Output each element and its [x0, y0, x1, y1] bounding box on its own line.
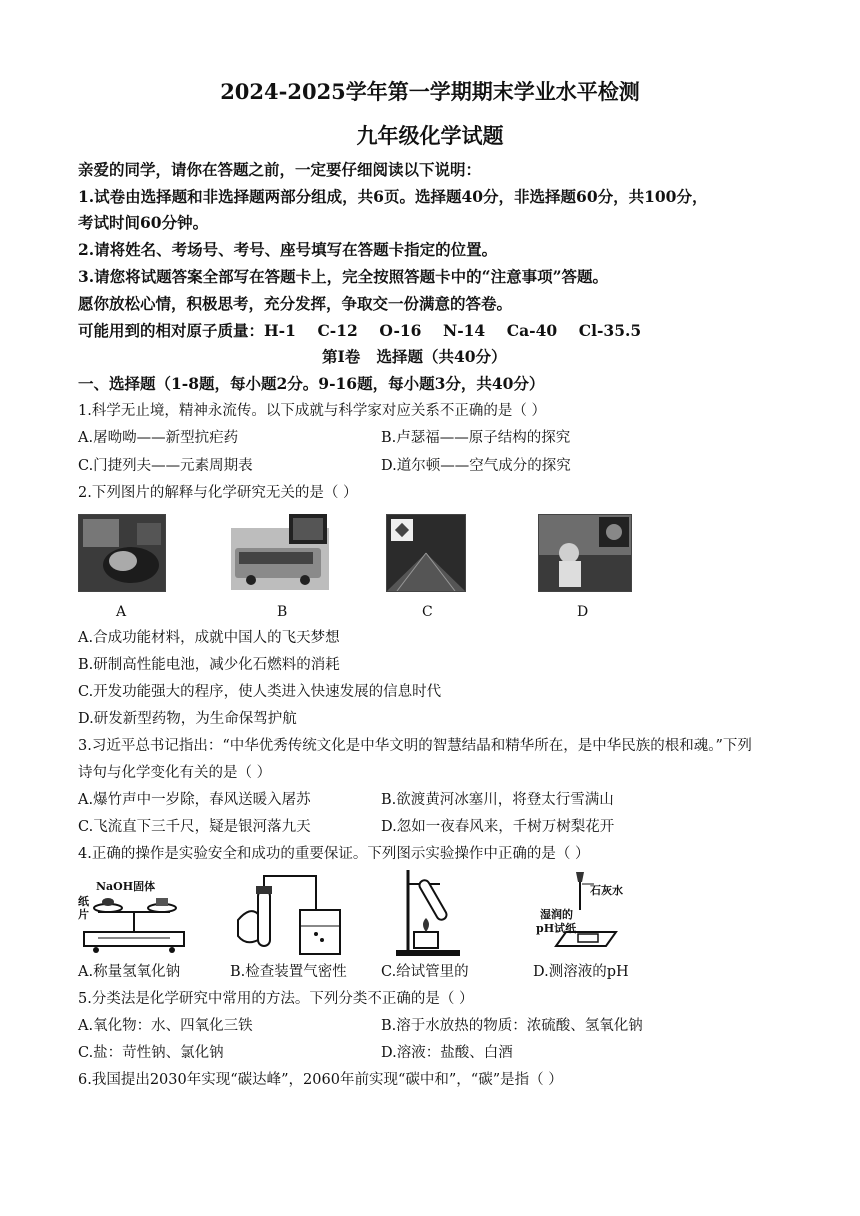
photo-label-c: C — [422, 604, 433, 620]
figure-c-heating-tube — [392, 866, 468, 958]
question-4-option-d: D.测溶液的pH — [533, 964, 629, 980]
instruction-item-3: 3.请您将试题答案全部写在答题卡上，完全按照答题卡中的“注意事项”答题。 — [78, 267, 609, 286]
exam-subtitle: 九年级化学试题 — [356, 123, 504, 148]
question-3-option-c: C.飞流直下三千尺，疑是银河落九天 — [78, 819, 311, 835]
question-4-option-c: C.给试管里的 — [381, 964, 469, 980]
question-4-stem: 4.正确的操作是实验安全和成功的重要保证。下列图示实验操作中正确的是（ ） — [78, 846, 590, 862]
question-2-stem: 2.下列图片的解释与化学研究无关的是（ ） — [78, 485, 358, 501]
label-wet: 湿润的 — [540, 908, 573, 921]
label-ph-paper: pH试纸 — [536, 922, 577, 935]
photo-a-spacesuit — [78, 514, 166, 592]
question-1-option-b: B.卢瑟福——原子结构的探究 — [381, 430, 571, 446]
photo-label-b: B — [277, 604, 288, 620]
question-5-option-c: C.盐：苛性钠、氯化钠 — [78, 1045, 224, 1061]
question-5-stem: 5.分类法是化学研究中常用的方法。下列分类不正确的是（ ） — [78, 991, 474, 1007]
question-2-option-a: A.合成功能材料，成就中国人的飞天梦想 — [78, 630, 340, 646]
question-3-stem: 3.习近平总书记指出：“中华优秀传统文化是中华文明的智慧结晶和精华所在，是中华民族的根和魂。”下列 — [78, 738, 752, 754]
question-4-option-b: B.检查装置气密性 — [230, 964, 347, 980]
question-3-option-a: A.爆竹声中一岁除，春风送暖入屠苏 — [78, 792, 311, 808]
figure-b-airtightness — [230, 870, 348, 958]
instruction-item-1: 1.试卷由选择题和非选择题两部分组成，共6页。选择题40分，非选择题60分，共100分， — [78, 187, 708, 206]
exam-title: 2024-2025学年第一学期期末学业水平检测 — [220, 79, 640, 104]
atomic-mass-list: 可能用到的相对原子质量：H-1 C-12 O-16 N-14 Ca-40 Cl-35.5 — [78, 321, 642, 340]
question-5-option-b: B.溶于水放热的物质：浓硫酸、氢氧化钠 — [381, 1018, 643, 1034]
question-6-stem: 6.我国提出2030年实现“碳达峰”，2060年前实现“碳中和”，“碳”是指（ ） — [78, 1072, 563, 1088]
instruction-item-1-cont: 考试时间60分钟。 — [78, 213, 209, 232]
question-1-stem: 1.科学无止境，精神永流传。以下成就与科学家对应关系不正确的是（ ） — [78, 403, 546, 419]
label-naoh-solid: NaOH固体 — [96, 880, 156, 893]
question-3-option-d: D.忽如一夜春风来，千树万树梨花开 — [381, 819, 615, 835]
photo-label-a: A — [116, 604, 127, 620]
question-4-option-a: A.称量氢氧化钠 — [78, 964, 181, 980]
photo-b-electric-bus — [231, 514, 329, 590]
question-1-option-a: A.屠呦呦——新型抗疟药 — [78, 430, 239, 446]
question-3-stem-cont: 诗句与化学变化有关的是（ ） — [78, 765, 272, 781]
photo-d-laboratory — [538, 514, 632, 592]
question-1-option-d: D.道尔顿——空气成分的探究 — [381, 458, 571, 474]
question-5-option-d: D.溶液：盐酸、白酒 — [381, 1045, 513, 1061]
part-heading: 一、选择题（1-8题，每小题2分。9-16题，每小题3分，共40分） — [78, 374, 545, 393]
instruction-wish: 愿你放松心情，积极思考，充分发挥，争取交一份满意的答卷。 — [78, 294, 513, 313]
question-2-option-d: D.研发新型药物，为生命保驾护航 — [78, 711, 297, 727]
instructions-greeting: 亲爱的同学，请你在答题之前，一定要仔细阅读以下说明： — [78, 160, 482, 179]
question-2-option-b: B.研制高性能电池，减少化石燃料的消耗 — [78, 657, 340, 673]
photo-label-d: D — [577, 604, 589, 620]
label-paper-2: 片 — [78, 908, 89, 921]
instruction-item-2: 2.请将姓名、考场号、考号、座号填写在答题卡指定的位置。 — [78, 240, 498, 259]
label-paper-1: 纸 — [78, 895, 89, 908]
photo-c-tunnel — [386, 514, 466, 592]
volume-heading: 第Ⅰ卷 选择题（共40分） — [322, 347, 507, 366]
label-limewater: 石灰水 — [590, 884, 623, 897]
question-3-option-b: B.欲渡黄河冰塞川，将登太行雪满山 — [381, 792, 614, 808]
question-2-option-c: C.开发功能强大的程序，使人类进入快速发展的信息时代 — [78, 684, 442, 700]
question-1-option-c: C.门捷列夫——元素周期表 — [78, 458, 253, 474]
question-5-option-a: A.氧化物：水、四氧化三铁 — [78, 1018, 253, 1034]
